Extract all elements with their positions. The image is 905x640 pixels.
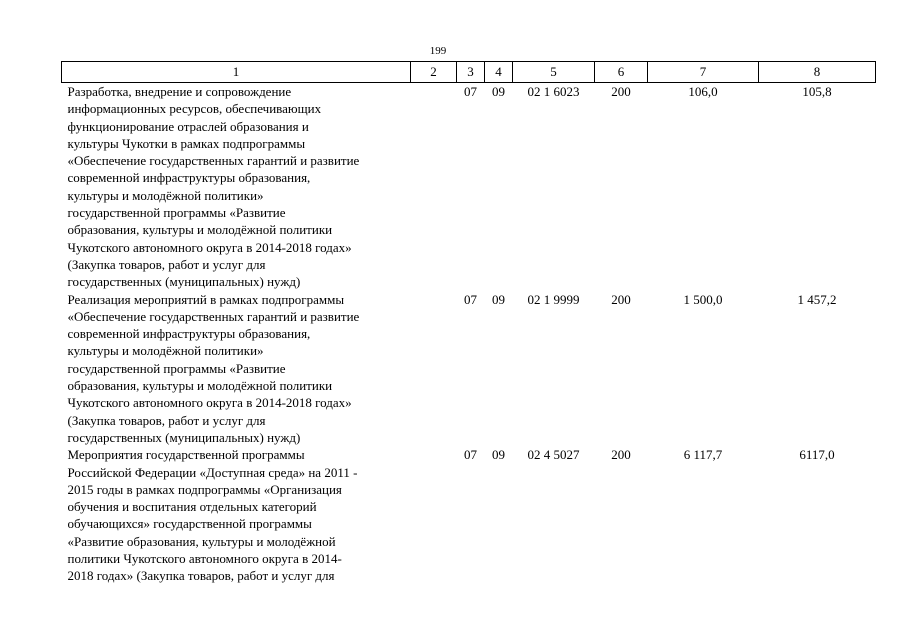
description-line: 2018 годах» (Закупка товаров, работ и услуг для (67, 568, 335, 584)
description-line: Реализация мероприятий в рамках подпрограммы (67, 291, 345, 307)
description-line: современной инфраструктуры образования, (67, 326, 311, 342)
column-header-4: 4 (485, 62, 513, 83)
table-row (62, 446, 876, 584)
description-line: (Закупка товаров, работ и услуг для (67, 412, 266, 428)
description-line: Разработка, внедрение и сопровождение (67, 84, 292, 99)
description-line: государственных (муниципальных) нужд) (67, 274, 301, 290)
column-header-2: 2 (411, 62, 457, 83)
description-line: Чукотского автономного округа в 2014-2018 годах» (67, 395, 352, 411)
row-section-code: 07 (464, 84, 477, 99)
description-line: государственной программы «Развитие (67, 205, 286, 221)
description-line: образования, культуры и молодёжной политики (67, 222, 333, 238)
description-line: функционирование отраслей образования и (67, 118, 309, 134)
description-line: образования, культуры и молодёжной политики (67, 378, 333, 394)
row-col2 (411, 83, 457, 291)
description-line: обучающихся» государственной программы (67, 516, 312, 532)
row-section-code: 07 (464, 291, 477, 307)
row-actual-amount: 105,8 (802, 84, 832, 99)
row-expense-type: 200 (611, 291, 631, 307)
row-target-code: 02 4 5027 (527, 447, 580, 463)
row-subsection-code: 09 (492, 84, 505, 99)
description-line: «Развитие образования, культуры и молодёжной (67, 533, 336, 549)
description-line: Российской Федерации «Доступная среда» на 2011 - (67, 464, 358, 480)
description-line: современной инфраструктуры образования, (67, 170, 311, 186)
row-section-code: 07 (464, 447, 477, 463)
row-target-code: 02 1 6023 (527, 84, 580, 99)
description-line: государственной программы «Развитие (67, 360, 286, 376)
row-description (62, 446, 411, 584)
table-row (62, 83, 876, 291)
description-line: Чукотского автономного округа в 2014-2018 годах» (67, 239, 352, 255)
description-line: культуры и молодёжной политики» (67, 187, 264, 203)
row-actual-amount: 1 457,2 (797, 291, 837, 307)
row-col2 (411, 291, 457, 447)
description-line: информационных ресурсов, обеспечивающих (67, 101, 322, 117)
column-header-6: 6 (595, 62, 648, 83)
row-col2 (411, 446, 457, 584)
description-line: культуры и молодёжной политики» (67, 343, 264, 359)
description-line: государственных (муниципальных) нужд) (67, 429, 301, 445)
page-number: 199 (429, 45, 447, 57)
column-header-3: 3 (457, 62, 485, 83)
row-subsection-code: 09 (492, 291, 505, 307)
column-header-1: 1 (62, 62, 411, 83)
row-planned-amount: 106,0 (688, 84, 718, 99)
description-line: 2015 годы в рамках подпрограммы «Организация (67, 481, 342, 497)
row-planned-amount: 6 117,7 (683, 447, 723, 463)
description-line: «Обеспечение государственных гарантий и развитие (67, 153, 360, 169)
row-actual-amount: 6117,0 (799, 447, 835, 463)
column-header-8: 8 (759, 62, 876, 83)
row-planned-amount: 1 500,0 (683, 291, 723, 307)
row-description (62, 83, 411, 291)
description-line: обучения и воспитания отдельных категорий (67, 499, 317, 515)
column-header-row (62, 62, 876, 83)
description-line: политики Чукотского автономного округа в 2014- (67, 551, 342, 567)
budget-table (61, 61, 876, 585)
description-line: (Закупка товаров, работ и услуг для (67, 256, 266, 272)
row-expense-type: 200 (611, 84, 631, 99)
table-row (62, 291, 876, 447)
column-header-7: 7 (648, 62, 759, 83)
row-target-code: 02 1 9999 (527, 291, 580, 307)
row-subsection-code: 09 (492, 447, 505, 463)
description-line: «Обеспечение государственных гарантий и развитие (67, 308, 360, 324)
row-expense-type: 200 (611, 447, 631, 463)
description-line: Мероприятия государственной программы (67, 447, 305, 463)
column-header-5: 5 (513, 62, 595, 83)
row-description (62, 291, 411, 447)
description-line: культуры Чукотки в рамках подпрограммы (67, 135, 306, 151)
